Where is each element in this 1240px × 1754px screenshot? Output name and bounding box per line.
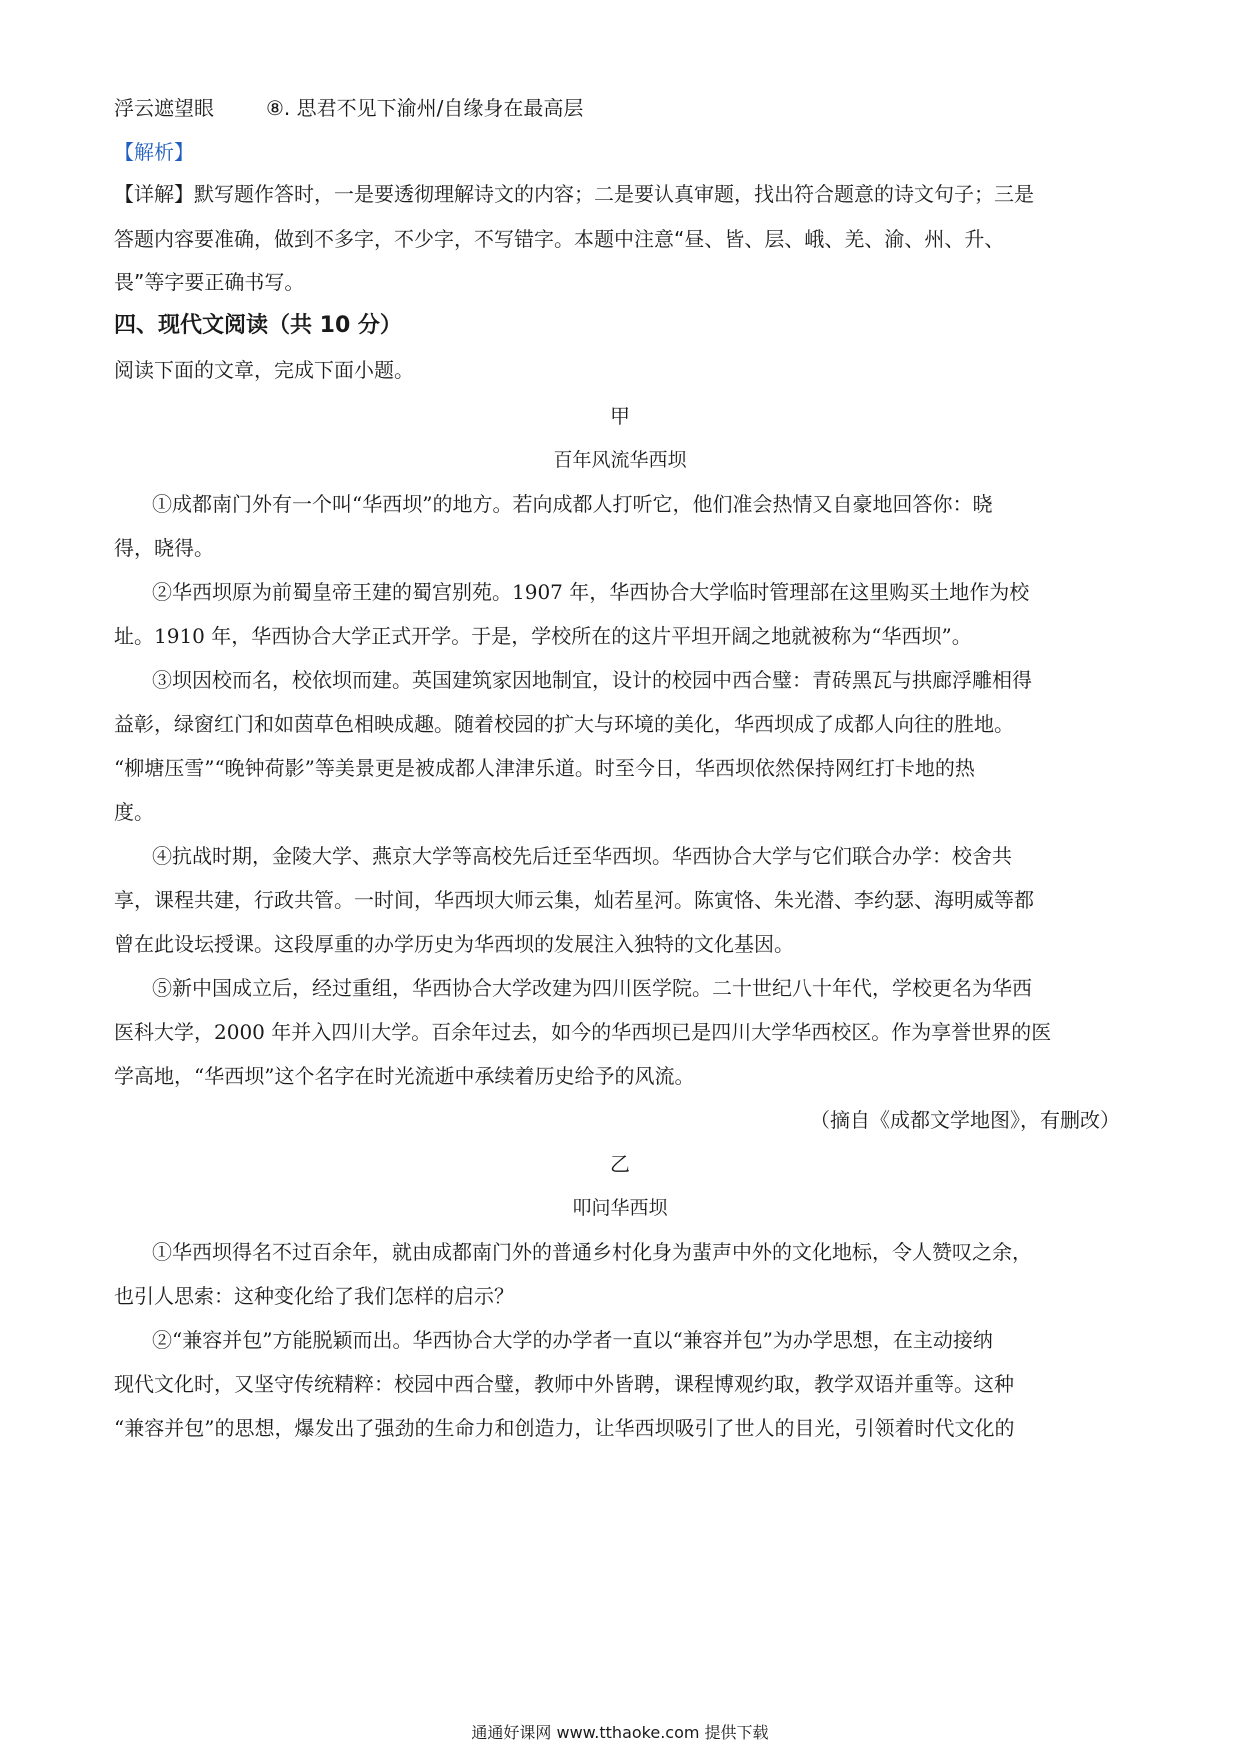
article-a-line: 享，课程共建，行政共管。一时间，华西坝大师云集，灿若星河。陈寅恪、朱光潜、李约瑟、海明威等都 (114, 888, 1034, 912)
analysis-detail-line: 【详解】默写题作答时，一是要透彻理解诗文的内容；二是要认真审题，找出符合题意的诗文句子；三是 (114, 182, 1034, 206)
answer-line (114, 94, 583, 122)
article-b-marker: 乙 (610, 1152, 630, 1176)
article-a-line: 曾在此设坛授课。这段厚重的办学历史为华西坝的发展注入独特的文化基因。 (114, 932, 794, 956)
article-a-line: 得，晓得。 (114, 536, 214, 560)
article-a-line: ①成都南门外有一个叫“华西坝”的地方。若向成都人打听它，他们准会热情又自豪地回答你：晓 (152, 492, 993, 516)
article-a-line: ④抗战时期，金陵大学、燕京大学等高校先后迁至华西坝。华西协合大学与它们联合办学：校舍共 (152, 844, 1012, 868)
article-b-line: ①华西坝得名不过百余年，就由成都南门外的普通乡村化身为蜚声中外的文化地标，令人赞叹之余， (152, 1240, 1032, 1264)
article-a-title: 百年风流华西坝 (553, 449, 687, 471)
article-a-line: 学高地，“华西坝”这个名字在时光流逝中承续着历史给予的风流。 (114, 1064, 695, 1088)
analysis-detail-line: 畏”等字要正确书写。 (114, 270, 305, 294)
article-a-line: 医科大学，2000 年并入四川大学。百余年过去，如今的华西坝已是四川大学华西校区。作为享誉世界的医 (114, 1020, 1052, 1044)
section-heading: 四、现代文阅读（共 10 分） (114, 313, 402, 338)
answer-8: ⑧. 思君不见下渝州/自缘身在最高层 (266, 96, 584, 120)
analysis-detail-line: 答题内容要准确，做到不多字，不少字，不写错字。本题中注意“昼、皆、层、峨、羌、渝、州、升、 (114, 227, 1005, 251)
footer-text: 通通好课网 www.tthaoke.com 提供下载 (471, 1723, 769, 1742)
article-a-line: 度。 (114, 800, 154, 824)
article-b-title: 叩问华西坝 (572, 1197, 668, 1219)
article-a-marker: 甲 (610, 404, 630, 428)
article-a-line: 址。1910 年，华西协合大学正式开学。于是，学校所在的这片平坦开阔之地就被称为“华西坝”。 (114, 624, 972, 648)
article-a-line: ②华西坝原为前蜀皇帝王建的蜀宫别苑。1907 年，华西协合大学临时管理部在这里购买土地作为校 (152, 580, 1030, 604)
analysis-label: 【解析】 (114, 140, 194, 164)
article-a-source: （摘自《成都文学地图》，有删改） (810, 1108, 1120, 1132)
article-a-line: ③坝因校而名，校依坝而建。英国建筑家因地制宜，设计的校园中西合璧：青砖黑瓦与拱廊浮雕相得 (152, 668, 1032, 692)
article-b-line: ②“兼容并包”方能脱颖而出。华西协合大学的办学者一直以“兼容并包”为办学思想，在主动接纳 (152, 1328, 993, 1352)
article-b-line: “兼容并包”的思想，爆发出了强劲的生命力和创造力，让华西坝吸引了世人的目光，引领着时代文化的 (114, 1416, 1015, 1440)
article-a-line: ⑤新中国成立后，经过重组，华西协合大学改建为四川医学院。二十世纪八十年代，学校更名为华西 (152, 976, 1032, 1000)
article-b-line: 现代文化时，又坚守传统精粹：校园中西合璧，教师中外皆聘，课程博观约取，教学双语并重等。这种 (114, 1372, 1014, 1396)
article-b-line: 也引人思索：这种变化给了我们怎样的启示？ (114, 1284, 514, 1308)
section-instruction: 阅读下面的文章，完成下面小题。 (114, 358, 414, 382)
article-a-line: “柳塘压雪”“晚钟荷影”等美景更是被成都人津津乐道。时至今日，华西坝依然保持网红打卡地的热 (114, 756, 975, 780)
answer-7: 浮云遮望眼 (114, 96, 214, 120)
article-a-line: 益彰，绿窗红门和如茵草色相映成趣。随着校园的扩大与环境的美化，华西坝成了成都人向往的胜地。 (114, 712, 1014, 736)
